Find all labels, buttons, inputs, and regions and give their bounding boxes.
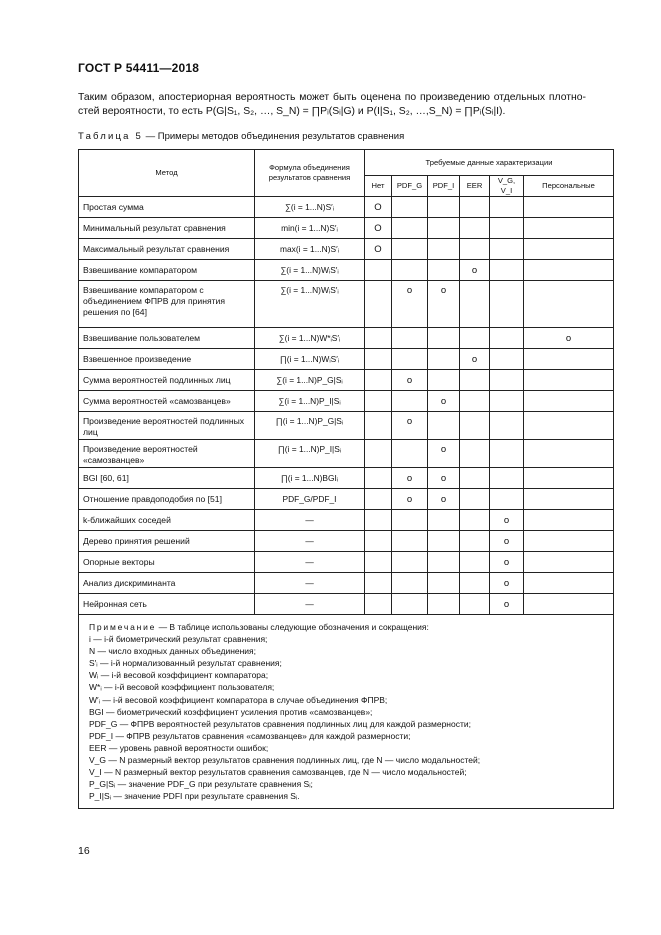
mark-personal xyxy=(524,218,614,239)
mark-personal xyxy=(524,197,614,218)
mark-personal xyxy=(524,489,614,510)
mark-pdfi xyxy=(428,349,460,370)
note-label: Примечание xyxy=(89,622,157,632)
mark-personal xyxy=(524,349,614,370)
mark-eer xyxy=(460,510,490,531)
table-row xyxy=(79,281,614,328)
mark-pdfg xyxy=(392,260,428,281)
method-formula: — xyxy=(255,531,365,552)
method-formula: — xyxy=(255,594,365,615)
method-name: Сумма вероятностей подлинных лиц xyxy=(79,370,255,391)
method-name: k-ближайших соседей xyxy=(79,510,255,531)
mark-eer xyxy=(460,370,490,391)
note-line: PDF_G — ФПРВ вероятностей результатов сравнения подлинных лиц для каждой размерности; xyxy=(89,718,471,729)
mark-none xyxy=(365,328,392,349)
mark-personal xyxy=(524,552,614,573)
note-line: V_I — N размерный вектор результатов сравнения самозванцев, где N — число модальностей; xyxy=(89,767,467,778)
table-caption-text: — Примеры методов объединения результатов сравнения xyxy=(142,131,405,142)
table-row xyxy=(79,573,614,594)
mark-pdfg xyxy=(392,349,428,370)
table-row xyxy=(79,328,614,349)
mark-pdfg xyxy=(392,197,428,218)
mark-pdfi xyxy=(428,239,460,260)
mark-eer xyxy=(460,594,490,615)
method-name: Произведение вероятностей «самозванцев» xyxy=(79,440,255,468)
method-name: Произведение вероятностей подлинных лиц xyxy=(79,412,255,440)
note-intro: — В таблице использованы следующие обозначения и сокращения: xyxy=(156,622,429,632)
mark-none xyxy=(365,370,392,391)
header-col-eer: EER xyxy=(460,176,490,197)
mark-pdfi xyxy=(428,328,460,349)
note-line: P_G|Sᵢ — значение PDF_G при результате сравнения Sᵢ; xyxy=(89,779,313,790)
mark-vg-vi xyxy=(490,370,524,391)
mark-none: O xyxy=(365,197,392,218)
table-row xyxy=(79,197,614,218)
method-formula: ∑(i = 1...N)WᵢS′ᵢ xyxy=(255,260,365,281)
table-row xyxy=(79,239,614,260)
note-line: Wᵢ — i-й весовой коэффициент компаратора; xyxy=(89,670,269,681)
mark-none xyxy=(365,552,392,573)
mark-eer xyxy=(460,531,490,552)
mark-eer xyxy=(460,468,490,489)
mark-vg-vi: o xyxy=(490,594,524,615)
note-line: P_I|Sᵢ — значение PDFI при результате сравнения Sᵢ. xyxy=(89,791,300,802)
table-row xyxy=(79,370,614,391)
mark-vg-vi xyxy=(490,349,524,370)
mark-none xyxy=(365,510,392,531)
header-formula: Формула объединения результатов сравнения xyxy=(255,150,365,197)
method-formula: ∑(i = 1...N)S′ᵢ xyxy=(255,197,365,218)
mark-none xyxy=(365,573,392,594)
mark-pdfi xyxy=(428,370,460,391)
method-name: Нейронная сеть xyxy=(79,594,255,615)
mark-vg-vi xyxy=(490,239,524,260)
method-name: Сумма вероятностей «самозванцев» xyxy=(79,391,255,412)
mark-vg-vi xyxy=(490,489,524,510)
mark-pdfi xyxy=(428,594,460,615)
method-formula: ∏(i = 1...N)WᵢS′ᵢ xyxy=(255,349,365,370)
mark-eer: o xyxy=(460,349,490,370)
mark-personal xyxy=(524,239,614,260)
note-line: S′ᵢ — i-й нормализованный результат сравнения; xyxy=(89,658,282,669)
mark-none xyxy=(365,260,392,281)
mark-pdfi: o xyxy=(428,281,460,328)
note-line: V_G — N размерный вектор результатов сравнения подлинных лиц, где N — число модальностей; xyxy=(89,755,481,766)
mark-vg-vi: o xyxy=(490,510,524,531)
note-line: PDF_I — ФПРВ результатов сравнения «самозванцев» для каждой размерности; xyxy=(89,730,411,741)
method-name: Опорные векторы xyxy=(79,552,255,573)
mark-pdfg xyxy=(392,239,428,260)
method-name: BGI [60, 61] xyxy=(79,468,255,489)
method-name: Взвешивание компаратором xyxy=(79,260,255,281)
method-formula: ∏(i = 1...N)BGIᵢ xyxy=(255,468,365,489)
method-name: Взвешивание пользователем xyxy=(79,328,255,349)
mark-none xyxy=(365,349,392,370)
method-name: Взвешивание компаратором с объединением ФПРВ для принятия решения по [64] xyxy=(79,281,255,328)
mark-personal xyxy=(524,440,614,468)
mark-pdfi xyxy=(428,260,460,281)
method-formula: min(i = 1...N)S′ᵢ xyxy=(255,218,365,239)
intro-paragraph xyxy=(78,91,586,119)
mark-vg-vi xyxy=(490,391,524,412)
mark-pdfi: o xyxy=(428,489,460,510)
note-line: EER — уровень равной вероятности ошибок; xyxy=(89,742,269,753)
mark-none xyxy=(365,468,392,489)
method-name: Дерево принятия решений xyxy=(79,531,255,552)
mark-personal xyxy=(524,260,614,281)
table-row xyxy=(79,552,614,573)
mark-pdfi: o xyxy=(428,440,460,468)
note-line: W′ᵢ — i-й весовой коэффициент компаратора в случае объединения ФПРВ; xyxy=(89,694,388,705)
mark-personal xyxy=(524,412,614,440)
mark-personal xyxy=(524,281,614,328)
mark-pdfi xyxy=(428,531,460,552)
mark-vg-vi xyxy=(490,218,524,239)
method-formula: ∑(i = 1...N)W*ᵢS′ᵢ xyxy=(255,328,365,349)
mark-eer: o xyxy=(460,260,490,281)
mark-pdfg: o xyxy=(392,489,428,510)
method-name: Простая сумма xyxy=(79,197,255,218)
fusion-methods-table xyxy=(78,149,614,809)
mark-eer xyxy=(460,573,490,594)
mark-eer xyxy=(460,440,490,468)
note-line: BGI — биометрический коэффициент усиления против «самозванцев»; xyxy=(89,706,373,717)
mark-vg-vi xyxy=(490,412,524,440)
mark-pdfg xyxy=(392,573,428,594)
mark-vg-vi: o xyxy=(490,531,524,552)
mark-personal: o xyxy=(524,328,614,349)
method-formula: PDF_G/PDF_I xyxy=(255,489,365,510)
mark-pdfi: o xyxy=(428,391,460,412)
mark-pdfg: o xyxy=(392,412,428,440)
mark-vg-vi: o xyxy=(490,552,524,573)
method-formula: — xyxy=(255,573,365,594)
mark-pdfg xyxy=(392,531,428,552)
mark-none xyxy=(365,440,392,468)
mark-eer xyxy=(460,328,490,349)
table-row xyxy=(79,510,614,531)
mark-none: O xyxy=(365,239,392,260)
intro-line-1: Таким образом, апостериорная вероятность может быть оценена по произведению отдельных плотно- xyxy=(78,92,586,103)
mark-personal xyxy=(524,370,614,391)
header-col-vg-vi: V_G, V_I xyxy=(490,176,524,197)
mark-pdfi xyxy=(428,510,460,531)
mark-pdfg: o xyxy=(392,468,428,489)
method-name: Минимальный результат сравнения xyxy=(79,218,255,239)
header-required-data: Требуемые данные характеризации xyxy=(365,150,614,176)
method-formula: ∑(i = 1...N)P_G|Sᵢ xyxy=(255,370,365,391)
table-row xyxy=(79,349,614,370)
table-row xyxy=(79,531,614,552)
mark-eer xyxy=(460,197,490,218)
header-col-pdfi: PDF_I xyxy=(428,176,460,197)
mark-pdfg: o xyxy=(392,370,428,391)
method-name: Анализ дискриминанта xyxy=(79,573,255,594)
table-row xyxy=(79,489,614,510)
header-col-pdfg: PDF_G xyxy=(392,176,428,197)
mark-pdfg xyxy=(392,510,428,531)
method-formula: ∑(i = 1...N)P_I|Sᵢ xyxy=(255,391,365,412)
mark-vg-vi xyxy=(490,468,524,489)
table-note xyxy=(79,615,614,809)
table-row xyxy=(79,468,614,489)
mark-pdfi xyxy=(428,218,460,239)
mark-eer xyxy=(460,239,490,260)
standard-designation: ГОСТ Р 54411—2018 xyxy=(78,61,200,75)
mark-personal xyxy=(524,531,614,552)
mark-none xyxy=(365,281,392,328)
table-caption xyxy=(78,131,404,142)
page-number: 16 xyxy=(78,845,90,857)
table-row xyxy=(79,391,614,412)
table-row xyxy=(79,594,614,615)
mark-pdfi xyxy=(428,197,460,218)
mark-pdfg xyxy=(392,552,428,573)
mark-pdfg xyxy=(392,391,428,412)
method-formula: ∑(i = 1...N)WᵢS′ᵢ xyxy=(255,281,365,328)
method-formula: — xyxy=(255,552,365,573)
mark-eer xyxy=(460,281,490,328)
mark-personal xyxy=(524,468,614,489)
table-row xyxy=(79,412,614,440)
header-col-personal: Персональные xyxy=(524,176,614,197)
method-formula: ∏(i = 1...N)P_G|Sᵢ xyxy=(255,412,365,440)
table-row xyxy=(79,440,614,468)
mark-pdfi xyxy=(428,573,460,594)
mark-vg-vi xyxy=(490,197,524,218)
intro-line-2-prefix: стей вероятности, то есть xyxy=(78,106,206,117)
method-formula: ∏(i = 1...N)P_I|Sᵢ xyxy=(255,440,365,468)
mark-eer xyxy=(460,412,490,440)
method-name: Максимальный результат сравнения xyxy=(79,239,255,260)
method-name: Взвешенное произведение xyxy=(79,349,255,370)
header-method: Метод xyxy=(79,150,255,197)
table-note-row xyxy=(79,615,614,809)
mark-personal xyxy=(524,573,614,594)
mark-vg-vi xyxy=(490,440,524,468)
table-caption-label: Таблица 5 xyxy=(78,131,143,142)
mark-vg-vi xyxy=(490,260,524,281)
posterior-formula: P(G|S₁, S₂, …, S_N) = ∏Pᵢ(Sᵢ|G) и P(I|S₁, S₂, …,S_N) = ∏Pᵢ(Sᵢ|I). xyxy=(205,106,506,117)
mark-pdfg xyxy=(392,440,428,468)
mark-personal xyxy=(524,510,614,531)
mark-pdfg: o xyxy=(392,281,428,328)
mark-none xyxy=(365,531,392,552)
mark-personal xyxy=(524,391,614,412)
note-line: i — i-й биометрический результат сравнения; xyxy=(89,634,268,645)
method-formula: max(i = 1...N)S′ᵢ xyxy=(255,239,365,260)
mark-pdfi xyxy=(428,412,460,440)
mark-eer xyxy=(460,218,490,239)
mark-none xyxy=(365,391,392,412)
mark-eer xyxy=(460,489,490,510)
method-formula: — xyxy=(255,510,365,531)
mark-eer xyxy=(460,391,490,412)
table-row xyxy=(79,260,614,281)
mark-pdfi xyxy=(428,552,460,573)
mark-none xyxy=(365,594,392,615)
mark-none: O xyxy=(365,218,392,239)
note-line: W*ᵢ — i-й весовой коэффициент пользователя; xyxy=(89,682,275,693)
mark-pdfi: o xyxy=(428,468,460,489)
mark-none xyxy=(365,412,392,440)
note-line: N — число входных данных объединения; xyxy=(89,646,257,657)
method-name: Отношение правдоподобия по [51] xyxy=(79,489,255,510)
mark-pdfg xyxy=(392,218,428,239)
mark-vg-vi xyxy=(490,281,524,328)
mark-pdfg xyxy=(392,594,428,615)
mark-vg-vi: o xyxy=(490,573,524,594)
mark-none xyxy=(365,489,392,510)
mark-personal xyxy=(524,594,614,615)
mark-eer xyxy=(460,552,490,573)
mark-vg-vi xyxy=(490,328,524,349)
mark-pdfg xyxy=(392,328,428,349)
table-row xyxy=(79,218,614,239)
header-col-none: Нет xyxy=(365,176,392,197)
